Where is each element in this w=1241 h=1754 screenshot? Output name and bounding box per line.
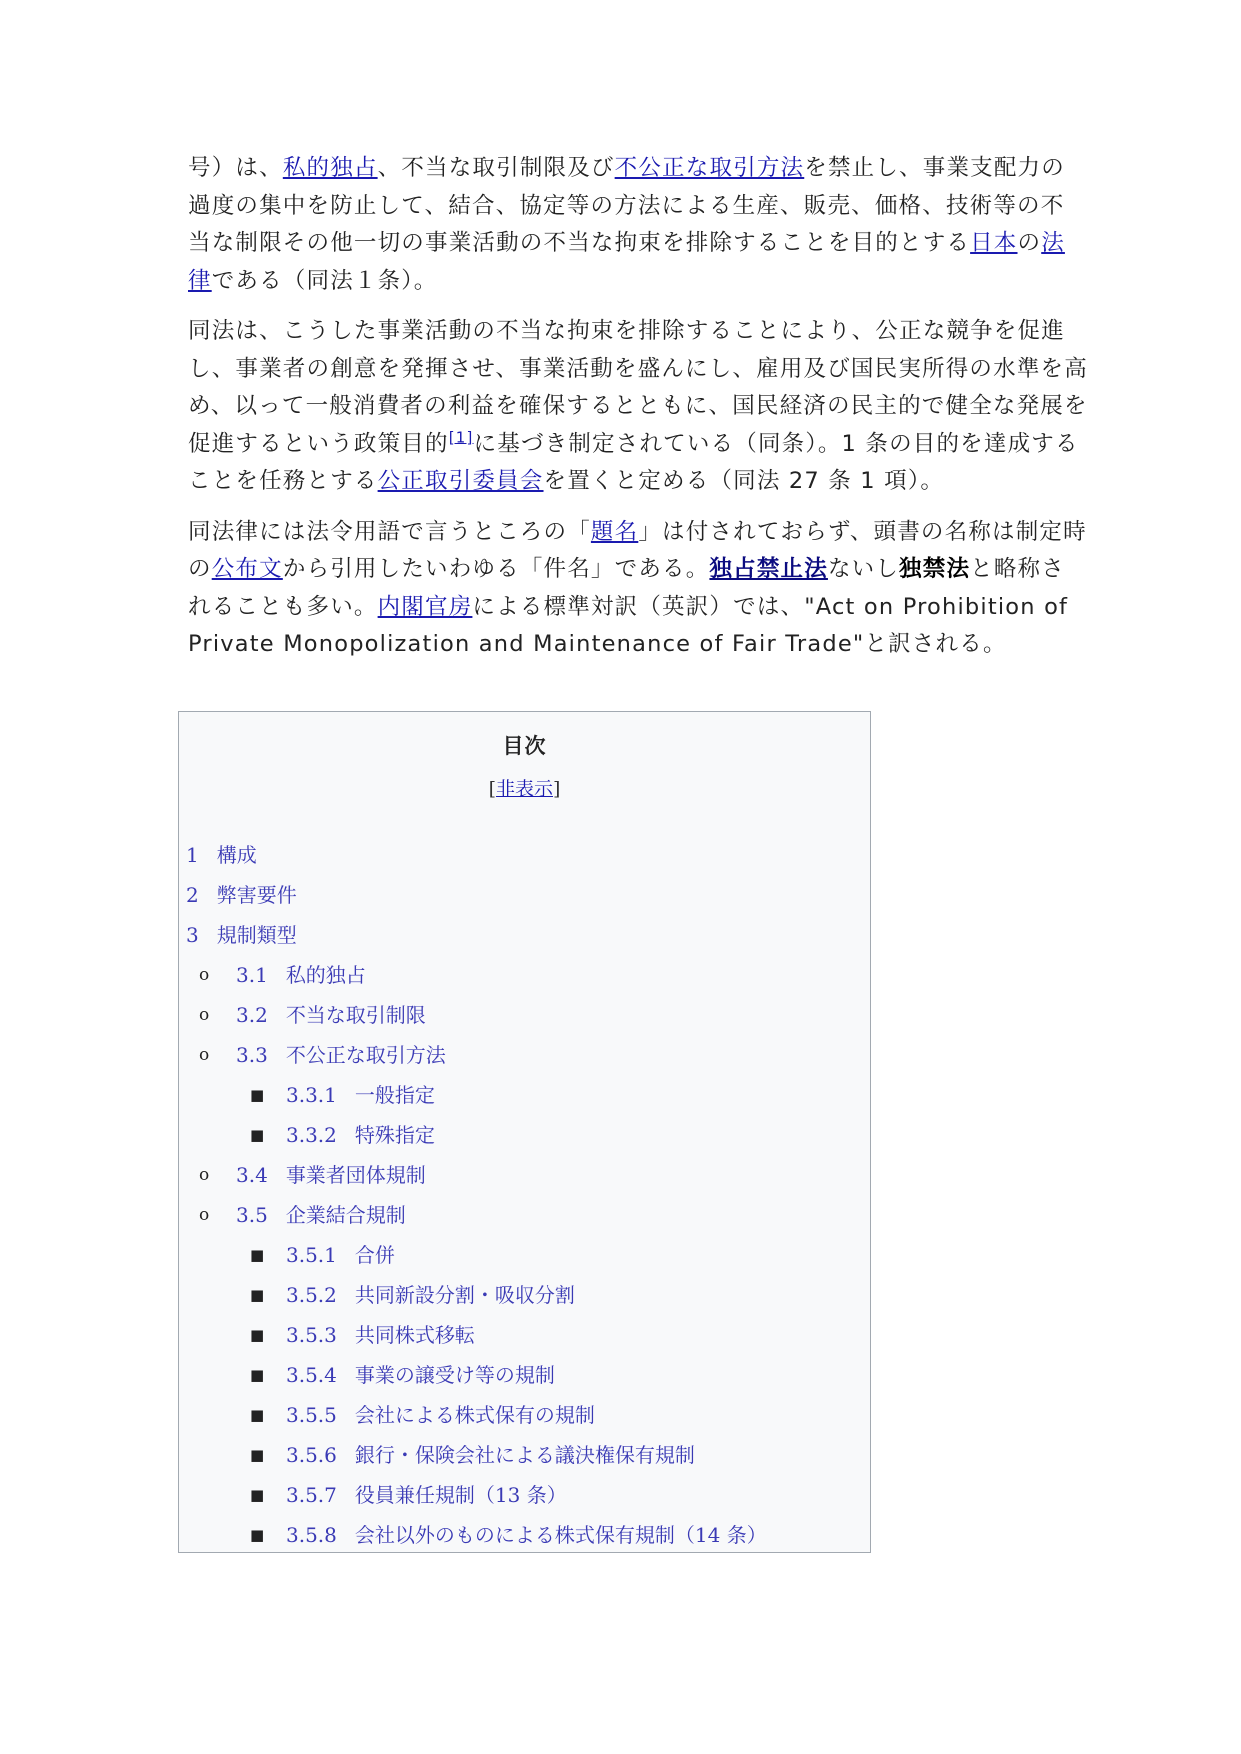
toc-item-label: 共同株式移転 [354,1323,475,1347]
toc-item-label: 特殊指定 [354,1123,435,1147]
toc-item-number: 3 [186,923,199,947]
square-bullet-icon: ■ [250,1286,265,1304]
toc-item-label: 共同新設分割・吸収分割 [354,1283,575,1307]
toc-item-number: 3.5.4 [286,1363,337,1387]
toc-item-number: 3.5.3 [286,1323,337,1347]
square-bullet-icon: ■ [250,1406,265,1424]
text: を置くと定める（同法 27 条 1 項）。 [543,468,945,494]
bracket-close: ] [553,778,561,800]
toc-item-number: 3.5.8 [286,1523,337,1547]
toc-link[interactable] [236,1043,446,1067]
toc-item[interactable] [179,1159,870,1199]
toc-item-label: 合併 [354,1243,395,1267]
toc-item-label: 銀行・保険会社による議決権保有規制 [354,1443,695,1467]
text: 」は付されておらず、頭書の名称は制定時の [188,518,1087,582]
text: を禁止し、事業支配力の過度の集中を防止して、結合、協定等の方法による生産、販売、価格、技術等の不当な制限その他一切の事業活動の不当な拘束を排除することを目的とする [188,155,1065,256]
toc-link[interactable] [286,1083,435,1107]
paragraph-policy [188,313,1088,501]
link-japan[interactable]: 日本 [970,230,1018,256]
toc-item[interactable] [179,1199,870,1239]
square-bullet-icon: ■ [250,1086,265,1104]
toc-item[interactable] [179,1439,870,1479]
table-of-contents [178,711,871,1553]
toc-list [179,839,870,1559]
toc-item[interactable] [179,999,870,1039]
link-antimonopoly-act[interactable]: 独占禁止法 [709,556,828,582]
toc-item-label: 事業者団体規制 [285,1163,426,1187]
toc-item-number: 3.5.5 [286,1403,337,1427]
toc-item[interactable] [179,1359,870,1399]
link-cabinet-secretariat[interactable]: 内閣官房 [377,593,473,620]
square-bullet-icon: ■ [250,1246,265,1264]
toc-link[interactable] [286,1443,695,1467]
toc-item-label: 企業結合規制 [285,1203,406,1227]
toc-item-label: 会社以外のものによる株式保有規制（14 条） [354,1523,767,1547]
toc-link[interactable] [286,1243,395,1267]
text: から引用したいわゆる「件名」である。 [282,556,710,582]
toc-item-number: 3.5.1 [286,1243,337,1267]
toc-link[interactable] [286,1363,555,1387]
bracket-open: [ [488,778,496,800]
toc-link[interactable] [286,1523,767,1547]
link-promulgation[interactable]: 公布文 [211,556,283,582]
toc-item-number: 3.4 [236,1163,268,1187]
text: による標準対訳（英訳）では、"Act on Prohibition of Private Monopolization and Maintenance of Fair Trade"と訳される。 [188,593,1069,657]
toc-item-label: 規制類型 [216,923,297,947]
toc-item[interactable] [179,1239,870,1279]
toc-item[interactable] [179,1279,870,1319]
toc-item[interactable] [179,1519,870,1559]
text: に基づき制定されている（同条）。1 条の目的を達成することを任務とする [188,430,1079,494]
link-law[interactable]: 法律 [188,230,1065,294]
toc-item-number: 3.3.1 [286,1083,337,1107]
toc-hide-link[interactable]: 非表示 [495,778,553,800]
text: 同法律には法令用語で言うところの「 [188,518,591,545]
toc-toggle [179,774,870,801]
toc-item[interactable] [179,919,870,959]
toc-link[interactable] [236,1003,426,1027]
text: である（同法１条）。 [211,267,438,294]
toc-link[interactable] [186,923,297,947]
toc-item-label: 不公正な取引方法 [285,1043,446,1067]
toc-title: 目次 [502,734,547,758]
hollow-bullet-icon: o [199,1045,210,1065]
link-title[interactable]: 題名 [590,518,639,545]
toc-item-label: 弊害要件 [216,883,297,907]
toc-item[interactable] [179,1319,870,1359]
toc-item-number: 3.5.2 [286,1283,337,1307]
text: 同法は、こうした事業活動の不当な拘束を排除することにより、公正な競争を促進し、事業者の創意を発揮させ、事業活動を盛んにし、雇用及び国民実所得の水準を高め、以って一般消費者の利益を確保するとともに、国民経済の民主的で健全な発展を促進するという政策目的 [188,318,1088,457]
toc-link[interactable] [286,1323,475,1347]
text: ないし [827,556,900,582]
toc-item[interactable] [179,839,870,879]
toc-link[interactable] [236,963,366,987]
toc-item[interactable] [179,1119,870,1159]
hollow-bullet-icon: o [199,965,210,985]
toc-item-label: 役員兼任規制（13 条） [354,1483,567,1507]
toc-item-number: 3.5 [236,1203,268,1227]
text: 、不当な取引制限及び [377,155,615,181]
toc-link[interactable] [186,843,257,867]
toc-link[interactable] [186,883,297,907]
hollow-bullet-icon: o [199,1165,210,1185]
toc-item-number: 3.5.6 [286,1443,337,1467]
toc-item-number: 3.5.7 [286,1483,337,1507]
paragraph-purpose [188,150,1088,300]
toc-item[interactable] [179,1039,870,1079]
paragraph-name [188,514,1088,664]
toc-link[interactable] [236,1203,406,1227]
toc-link[interactable] [286,1483,567,1507]
text: の [1017,230,1042,256]
toc-item-label: 事業の譲受け等の規制 [354,1363,555,1387]
hollow-bullet-icon: o [199,1205,210,1225]
toc-item-label: 私的独占 [285,963,366,987]
toc-item-label: 一般指定 [354,1083,435,1107]
toc-item-number: 1 [186,843,199,867]
toc-item[interactable] [179,959,870,999]
link-unfair-trade-practices[interactable]: 不公正な取引方法 [614,155,805,181]
link-private-monopoly[interactable]: 私的独占 [282,155,378,181]
toc-item[interactable] [179,879,870,919]
footnote-1-link[interactable]: [1] [448,428,474,446]
square-bullet-icon: ■ [250,1126,265,1144]
article-body [188,150,1088,677]
toc-link[interactable] [286,1403,595,1427]
toc-item-label: 構成 [216,843,257,867]
toc-item[interactable] [179,1079,870,1119]
square-bullet-icon: ■ [250,1366,265,1384]
toc-link[interactable] [286,1283,575,1307]
text: 号）は、 [188,155,283,181]
toc-item[interactable] [179,1399,870,1439]
square-bullet-icon: ■ [250,1326,265,1344]
toc-item[interactable] [179,1479,870,1519]
toc-item-number: 3.3.2 [286,1123,337,1147]
toc-item-number: 3.3 [236,1043,268,1067]
link-fair-trade-commission[interactable]: 公正取引委員会 [377,468,544,494]
text: と略称されることも多い。 [188,556,1065,620]
toc-item-number: 2 [186,883,199,907]
toc-item-number: 3.2 [236,1003,268,1027]
toc-item-label: 会社による株式保有の規制 [354,1403,595,1427]
abbreviation-term: 独禁法 [899,556,971,582]
square-bullet-icon: ■ [250,1526,265,1544]
toc-link[interactable] [236,1163,426,1187]
toc-link[interactable] [286,1123,435,1147]
hollow-bullet-icon: o [199,1005,210,1025]
toc-item-label: 不当な取引制限 [285,1003,426,1027]
toc-item-number: 3.1 [236,963,268,987]
square-bullet-icon: ■ [250,1446,265,1464]
square-bullet-icon: ■ [250,1486,265,1504]
